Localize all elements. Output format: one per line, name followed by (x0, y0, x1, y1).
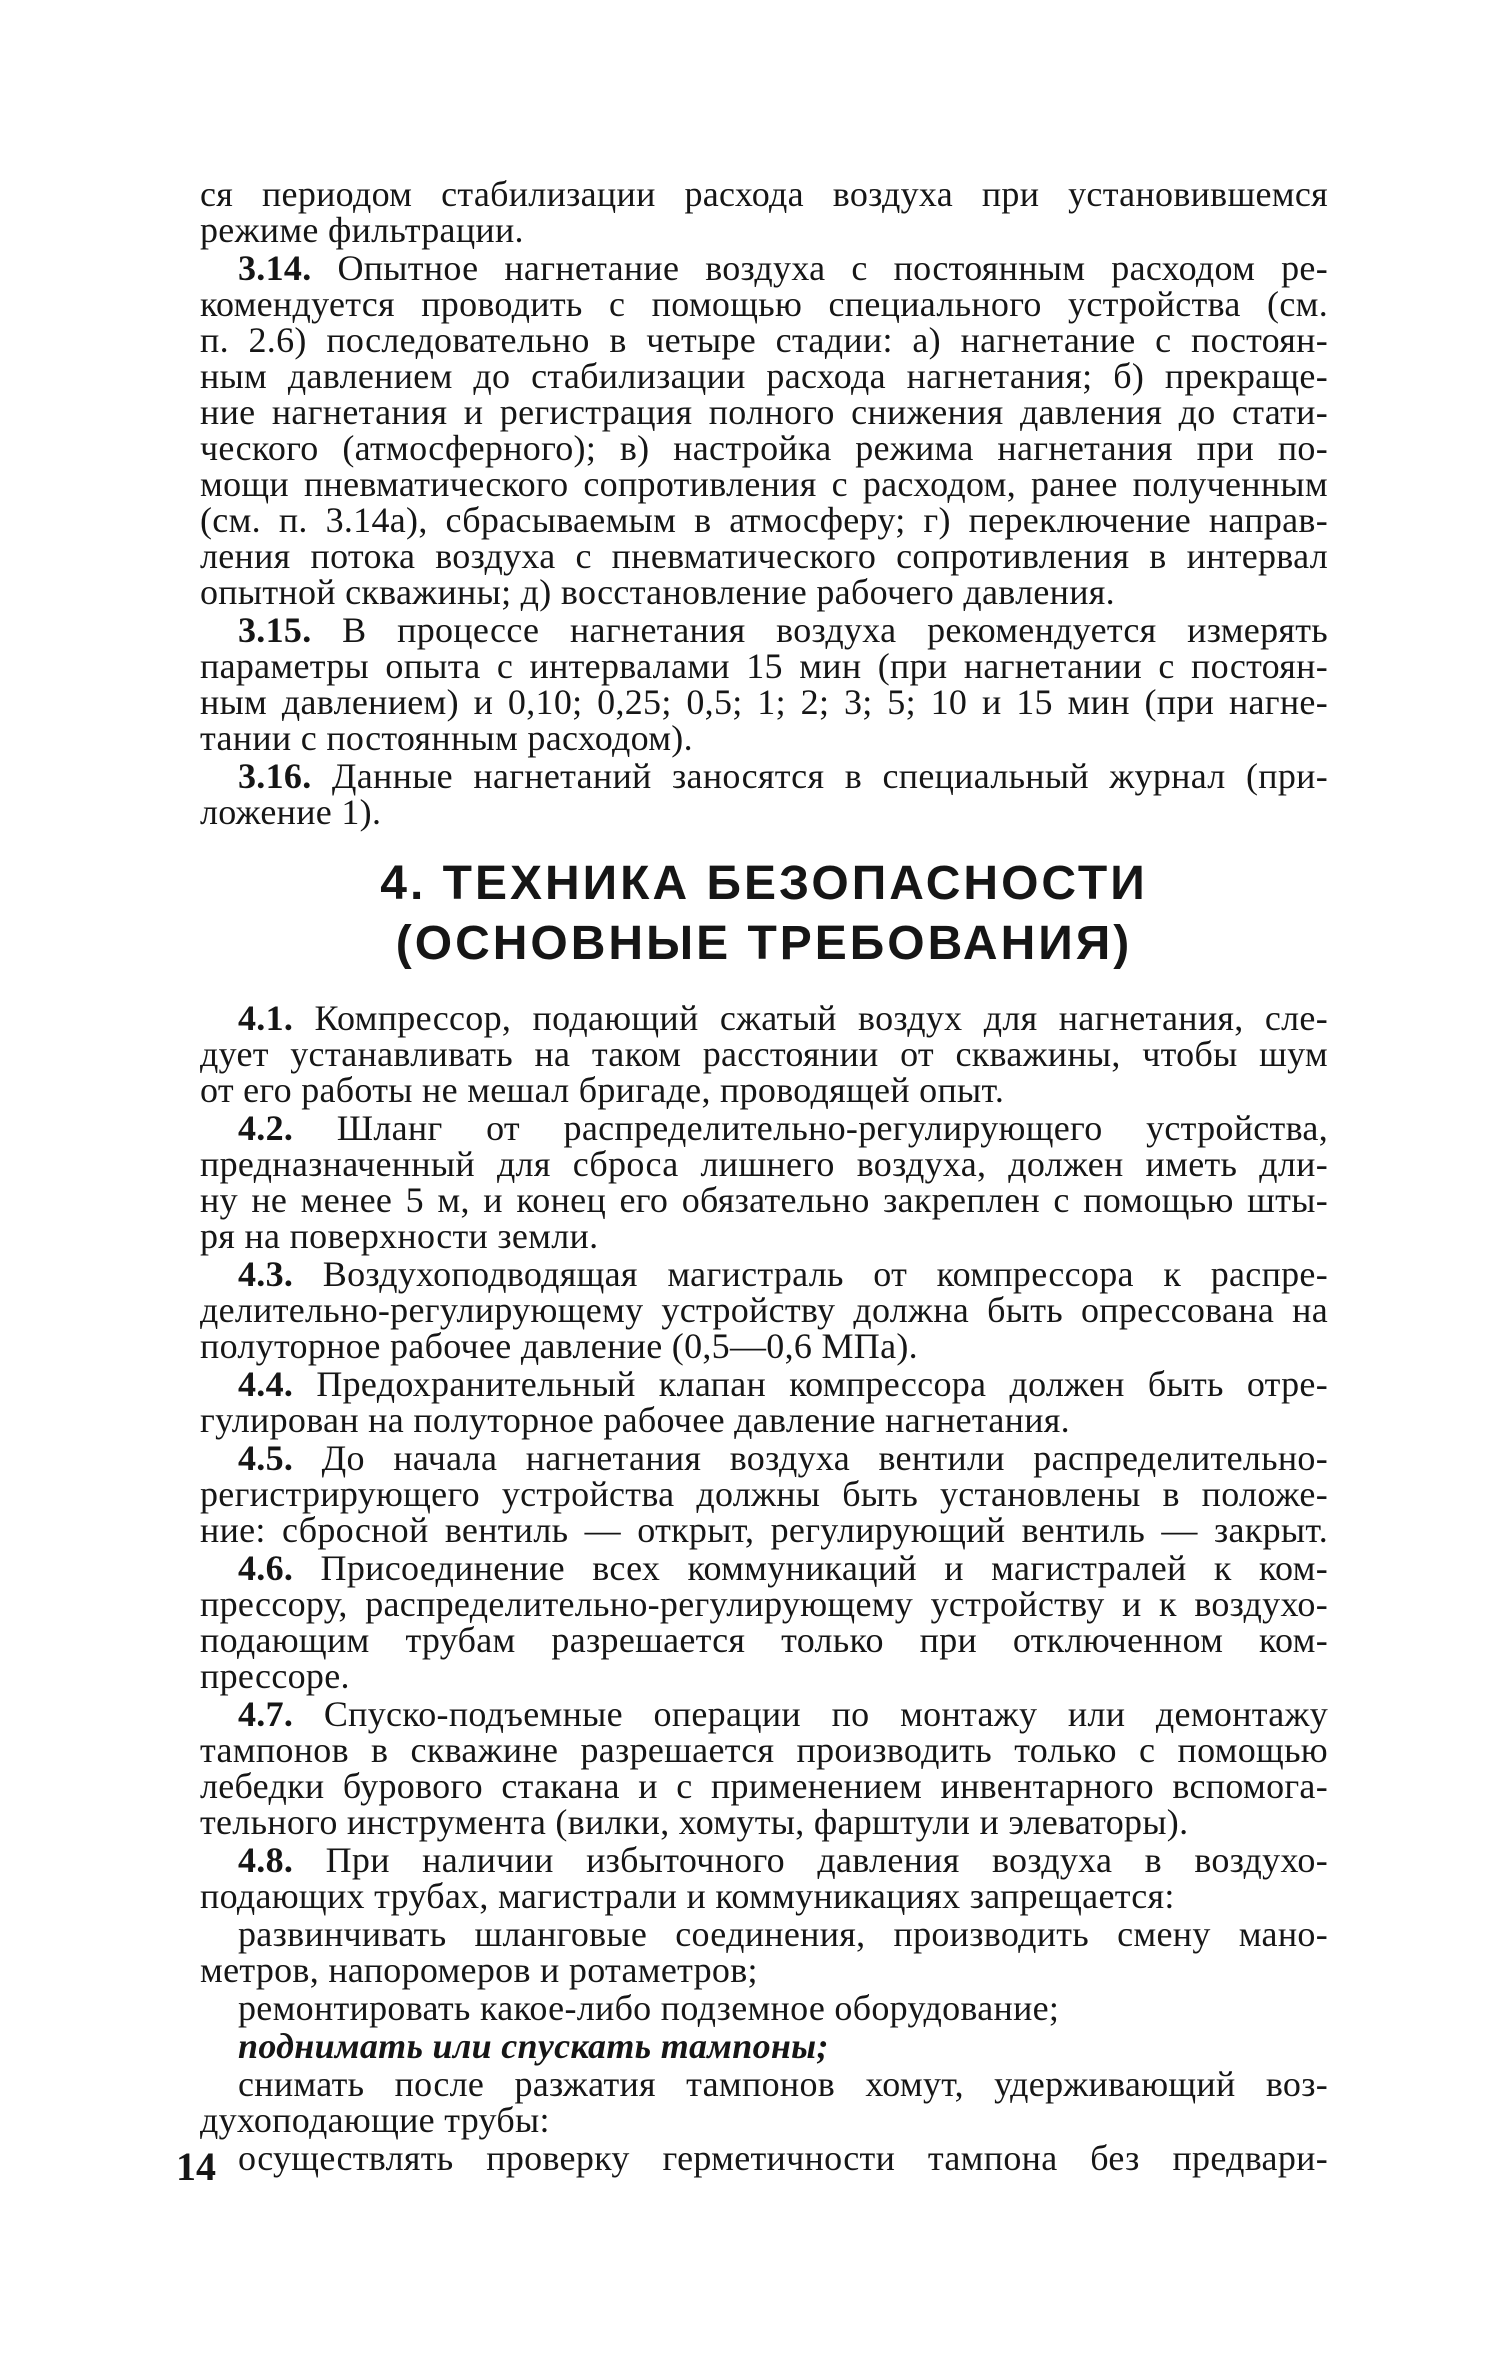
page-number: 14 (176, 2144, 216, 2189)
text-line: ние нагнетания и регистрация полного снижения давления до стати- (200, 392, 1328, 432)
paragraph-4-5 (238, 1440, 1328, 1476)
text-line: Данные нагнетаний заносятся в специальный журнал (при- (311, 756, 1328, 796)
paragraph-3-16 (238, 758, 1328, 794)
text-line: В процессе нагнетания воздуха рекомендуется измерять (311, 610, 1328, 650)
list-item: снимать после разжатия тампонов хомут, удерживающий воз- (238, 2064, 1328, 2104)
clause-number: 4.3. (238, 1254, 294, 1294)
text-line: ным давлением) и 0,10; 0,25; 0,5; 1; 2; 3; 5; 10 и 15 мин (при нагне- (200, 682, 1328, 722)
text-line: тампонов в скважине разрешается производить только с помощью (200, 1730, 1328, 1770)
paragraph-3-14 (238, 250, 1328, 286)
clause-number: 4.7. (238, 1694, 294, 1734)
paragraph-4-1 (238, 1000, 1328, 1036)
paragraph-4-2 (238, 1110, 1328, 1146)
text-line: регистрирующего устройства должны быть установлены в положе- (200, 1474, 1328, 1514)
text-line: полуторное рабочее давление (0,5—0,6 МПа). (200, 1326, 918, 1366)
clause-number: 4.1. (238, 998, 294, 1038)
text-line: ления потока воздуха с пневматического сопротивления в интервал (200, 536, 1328, 576)
text-line: метров, напоромеров и ротаметров; (200, 1950, 758, 1990)
text-line: режиме фильтрации. (200, 210, 524, 250)
text-line: прессору, распределительно-регулирующему устройству и к воздухо- (200, 1584, 1328, 1624)
paragraph-4-3 (238, 1256, 1328, 1292)
text-line: ну не менее 5 м, и конец его обязательно закреплен с помощью шты- (200, 1180, 1328, 1220)
paragraph-4-6 (238, 1550, 1328, 1586)
clause-number: 4.8. (238, 1840, 294, 1880)
paragraph-4-7 (238, 1696, 1328, 1732)
text-line: ложение 1). (200, 792, 382, 832)
text-line: подающих трубах, магистрали и коммуникациях запрещается: (200, 1876, 1175, 1916)
text-line: подающим трубам разрешается только при отключенном ком- (200, 1620, 1328, 1660)
text-line: Воздухоподводящая магистраль от компрессора к распре- (293, 1254, 1328, 1294)
text-line: ря на поверхности земли. (200, 1216, 599, 1256)
list-item: осуществлять проверку герметичности тампона без предвари- (238, 2138, 1328, 2178)
clause-number: 4.4. (238, 1364, 294, 1404)
text-line: от его работы не мешал бригаде, проводящей опыт. (200, 1070, 1005, 1110)
text-line: Компрессор, подающий сжатый воздух для нагнетания, сле- (293, 998, 1328, 1038)
section-title: 4. ТЕХНИКА БЕЗОПАСНОСТИ (380, 857, 1148, 910)
text-line: п. 2.6) последовательно в четыре стадии: а) нагнетание с постоян- (200, 320, 1328, 360)
text-line: прессоре. (200, 1656, 350, 1696)
text-line: параметры опыта с интервалами 15 мин (при нагнетании с постоян- (200, 646, 1328, 686)
paragraph-3-15 (238, 612, 1328, 648)
clause-number: 4.2. (238, 1108, 294, 1148)
paragraph-4-4 (238, 1366, 1328, 1402)
text-line: Опытное нагнетание воздуха с постоянным расходом ре- (311, 248, 1328, 288)
text-line: Предохранительный клапан компрессора должен быть отре- (293, 1364, 1328, 1404)
text-line: духоподающие трубы: (200, 2100, 550, 2140)
section-subtitle: (ОСНОВНЫЕ ТРЕБОВАНИЯ) (395, 917, 1133, 970)
text-line: тании с постоянным расходом). (200, 718, 693, 758)
text-line: дует устанавливать на таком расстоянии от скважины, чтобы шум (200, 1034, 1328, 1074)
clause-number: 3.14. (238, 248, 312, 288)
text-line: Шланг от распределительно-регулирующего устройства, (293, 1108, 1328, 1148)
text-line: мощи пневматического сопротивления с расходом, ранее полученным (200, 464, 1328, 504)
text-line: гулирован на полуторное рабочее давление нагнетания. (200, 1400, 1070, 1440)
text-line: При наличии избыточного давления воздуха в воздухо- (293, 1840, 1328, 1880)
clause-number: 4.6. (238, 1548, 294, 1588)
text-line: комендуется проводить с помощью специального устройства (см. (200, 284, 1328, 324)
paragraph-4-8 (238, 1842, 1328, 1878)
text-line: опытной скважины; д) восстановление рабочего давления. (200, 572, 1115, 612)
text-line: (см. п. 3.14а), сбрасываемым в атмосферу; г) переключение направ- (200, 500, 1328, 540)
text-line: Спуско-подъемные операции по монтажу или демонтажу (293, 1694, 1328, 1734)
text-line: ние: сбросной вентиль — открыт, регулирующий вентиль — закрыт. (200, 1510, 1328, 1550)
clause-number: 3.15. (238, 610, 312, 650)
text-line: ся периодом стабилизации расхода воздуха при установившемся (200, 174, 1328, 214)
text-line: делительно-регулирующему устройству должна быть опрессована на (200, 1290, 1328, 1330)
text-line: До начала нагнетания воздуха вентили распределительно- (293, 1438, 1328, 1478)
text-line: предназначенный для сброса лишнего воздуха, должен иметь дли- (200, 1144, 1328, 1184)
clause-number: 4.5. (238, 1438, 294, 1478)
list-item: ремонтировать какое-либо подземное оборудование; (238, 1988, 1060, 2028)
text-line: лебедки бурового стакана и с применением инвентарного вспомога- (200, 1766, 1328, 1806)
text-line: Присоединение всех коммуникаций и магистралей к ком- (293, 1548, 1328, 1588)
list-item: развинчивать шланговые соединения, производить смену мано- (238, 1914, 1328, 1954)
clause-number: 3.16. (238, 756, 312, 796)
list-item-emphasis: поднимать или спускать тампоны; (238, 2026, 829, 2066)
text-line: тельного инструмента (вилки, хомуты, фарштули и элеваторы). (200, 1802, 1189, 1842)
text-line: ным давлением до стабилизации расхода нагнетания; б) прекраще- (200, 356, 1328, 396)
text-line: ческого (атмосферного); в) настройка режима нагнетания при по- (200, 428, 1328, 468)
